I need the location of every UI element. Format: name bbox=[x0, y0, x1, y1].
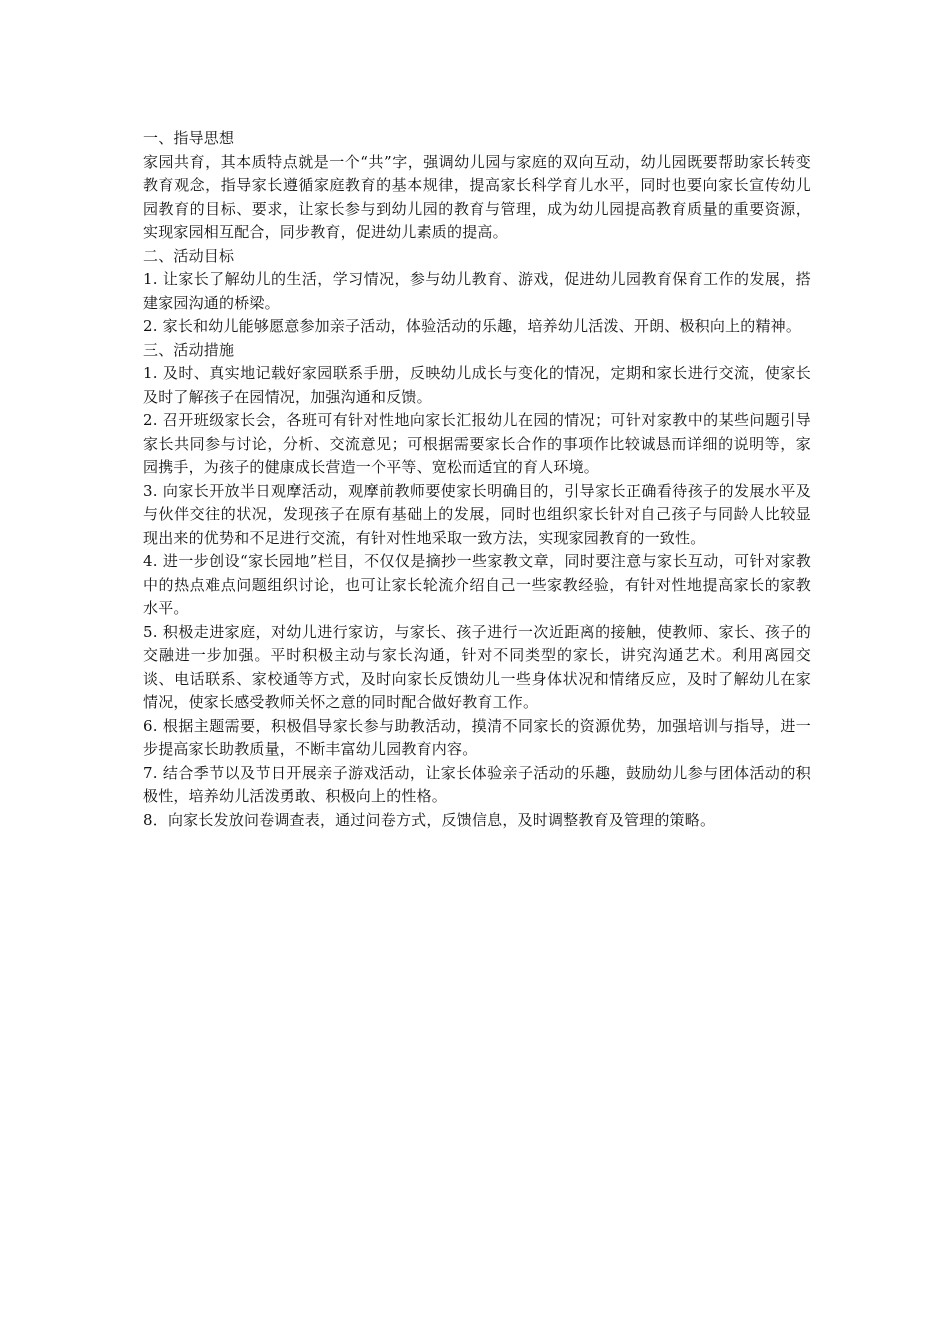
paragraph: 2. 召开班级家长会，各班可有针对性地向家长汇报幼儿在园的情况；可针对家教中的某些问题引导家长共同参与讨论，分析、交流意见；可根据需要家长合作的事项作比较诚恳而详细的说明等，家园携手，为孩子的健康成长营造一个平等、宽松而适宜的育人环境。 bbox=[143, 411, 811, 476]
paragraph: 8．向家长发放问卷调查表，通过问卷方式，反馈信息，及时调整教育及管理的策略。 bbox=[143, 810, 716, 829]
document-body bbox=[143, 127, 811, 832]
section-heading-activity-measures: 三、活动措施 bbox=[143, 340, 235, 359]
paragraph: 5. 积极走进家庭，对幼儿进行家访，与家长、孩子进行一次近距离的接触，使教师、家长、孩子的交融进一步加强。平时积极主动与家长沟通，针对不同类型的家长，讲究沟通艺术。利用离园交谈、电话联系、家校通等方式，及时向家长反馈幼儿一些身体状况和情绪反应，及时了解幼儿在家情况，使家长感受教师关怀之意的同时配合做好教育工作。 bbox=[143, 622, 811, 711]
section-heading-activity-goals: 二、活动目标 bbox=[143, 246, 235, 265]
paragraph: 3. 向家长开放半日观摩活动，观摩前教师要使家长明确目的，引导家长正确看待孩子的发展水平及与伙伴交往的状况，发现孩子在原有基础上的发展，同时也组织家长针对自己孩子与同龄人比较显现出来的优势和不足进行交流，有针对性地采取一致方法，实现家园教育的一致性。 bbox=[143, 481, 811, 547]
paragraph: 家园共育，其本质特点就是一个“共”字，强调幼儿园与家庭的双向互动，幼儿园既要帮助家长转变教育观念，指导家长遵循家庭教育的基本规律，提高家长科学育儿水平，同时也要向家长宣传幼儿园教育的目标、要求，让家长参与到幼儿园的教育与管理，成为幼儿园提高教育质量的重要资源，实现家园相互配合，同步教育，促进幼儿素质的提高。 bbox=[143, 152, 811, 241]
section-heading-guiding-ideology: 一、指导思想 bbox=[143, 129, 235, 147]
paragraph: 2. 家长和幼儿能够愿意参加亲子活动，体验活动的乐趣，培养幼儿活泼、开朗、极积向上的精神。 bbox=[143, 317, 802, 335]
paragraph: 7. 结合季节以及节日开展亲子游戏活动，让家长体验亲子活动的乐趣，鼓励幼儿参与团体活动的积极性，培养幼儿活泼勇敢、积极向上的性格。 bbox=[143, 763, 811, 805]
paragraph: 1. 及时、真实地记载好家园联系手册，反映幼儿成长与变化的情况，定期和家长进行交流，使家长及时了解孩子在园情况，加强沟通和反馈。 bbox=[143, 364, 811, 406]
paragraph: 1. 让家长了解幼儿的生活，学习情况，参与幼儿教育、游戏，促进幼儿园教育保育工作的发展，搭建家园沟通的桥梁。 bbox=[143, 270, 811, 312]
paragraph: 6. 根据主题需要，积极倡导家长参与助教活动，摸清不同家长的资源优势，加强培训与指导，进一步提高家长助教质量，不断丰富幼儿园教育内容。 bbox=[143, 716, 811, 758]
paragraph: 4. 进一步创设“家长园地”栏目，不仅仅是摘抄一些家教文章，同时要注意与家长互动，可针对家教中的热点难点问题组织讨论，也可让家长轮流介绍自己一些家教经验，有针对性地提高家长的家教水平。 bbox=[143, 552, 811, 617]
